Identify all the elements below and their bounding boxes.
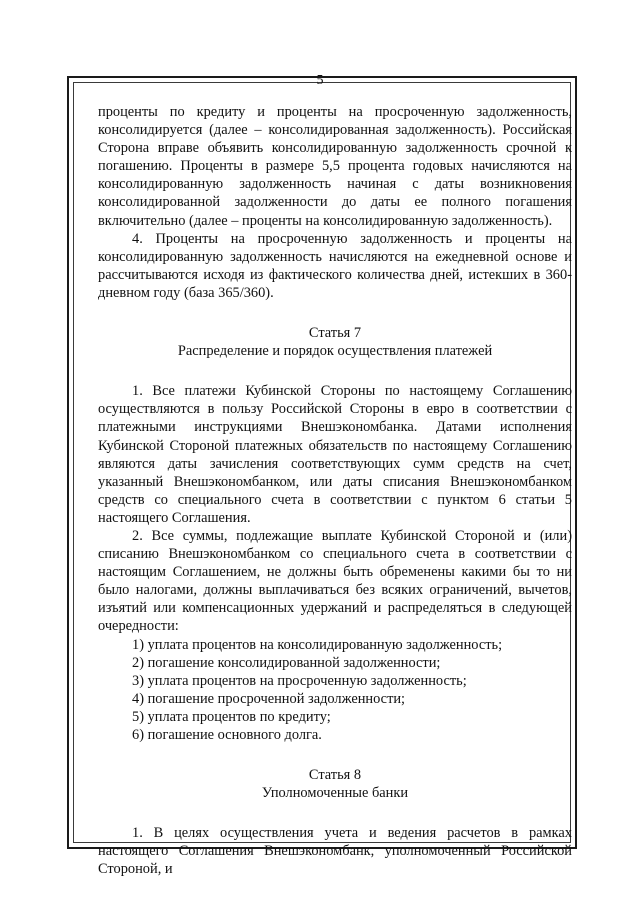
article-7-paragraph-1: 1. Все платежи Кубинской Стороны по настоящему Соглашению осуществляются в пользу Российской Стороны в евро в соответствии с платежными инструкциями Внешэкономбанка. Датами исполнения Кубинской Стороной платежных обязательств по настоящему Соглашению являются даты зачисления соответствующих сумм средств на счет, указанный Внешэкономбанком, или даты списания Внешэкономбанком средств со специального счета в соответствии с пунктом 6 статьи 5 настоящего Соглашения. [98, 383, 572, 526]
list-item: 4) погашение просроченной задолженности; [132, 690, 406, 707]
list-item: 3) уплата процентов на просроченную задолженность; [132, 672, 467, 689]
article-7-title: Распределение и порядок осуществления платежей [177, 343, 493, 360]
article-8-number: Статья 8 [308, 767, 362, 784]
article-8-paragraph-1: 1. В целях осуществления учета и ведения расчетов в рамках настоящего Соглашения Внешэкономбанк, уполномоченный Российской Стороной, и [98, 825, 572, 878]
list-item: 6) погашение основного долга. [132, 727, 322, 743]
document-body [98, 103, 572, 879]
list-item: 5) уплата процентов по кредиту; [132, 708, 331, 725]
paragraph-4: 4. Проценты на просроченную задолженность и проценты на консолидированную задолженность начисляются на ежедневной основе и рассчитываются исходя из фактического количества дней, истекших в 360-дневном году (база 365/360). [98, 230, 572, 301]
paragraph-continuation: проценты по кредиту и проценты на просроченную задолженность, консолидируется (далее – консолидированная задолженность). Российская Сторона вправе объявить консолидированную задолженность срочной к погашению. Проценты в размере 5,5 процента годовых начисляются на консолидированную задолженность начиная с даты возникновения консолидированной задолженности до даты ее полного погашения включительно (далее – проценты на консолидированную задолженность). [98, 104, 572, 229]
article-7-number: Статья 7 [308, 325, 362, 342]
article-8-title: Уполномоченные банки [261, 785, 409, 802]
page-number: 5 [316, 73, 324, 88]
list-item: 1) уплата процентов на консолидированную задолженность; [132, 636, 503, 653]
article-7-paragraph-2: 2. Все суммы, подлежащие выплате Кубинской Стороной и (или) списанию Внешэкономбанком со специального счета в соответствии с настоящим Соглашением, не должны быть обременены какими бы то ни было налогами, должны выплачиваться без всяких ограничений, вычетов, изъятий или компенсационных удержаний и распределяться в следующей очередности: [98, 527, 572, 635]
list-item: 2) погашение консолидированной задолженности; [132, 654, 441, 671]
